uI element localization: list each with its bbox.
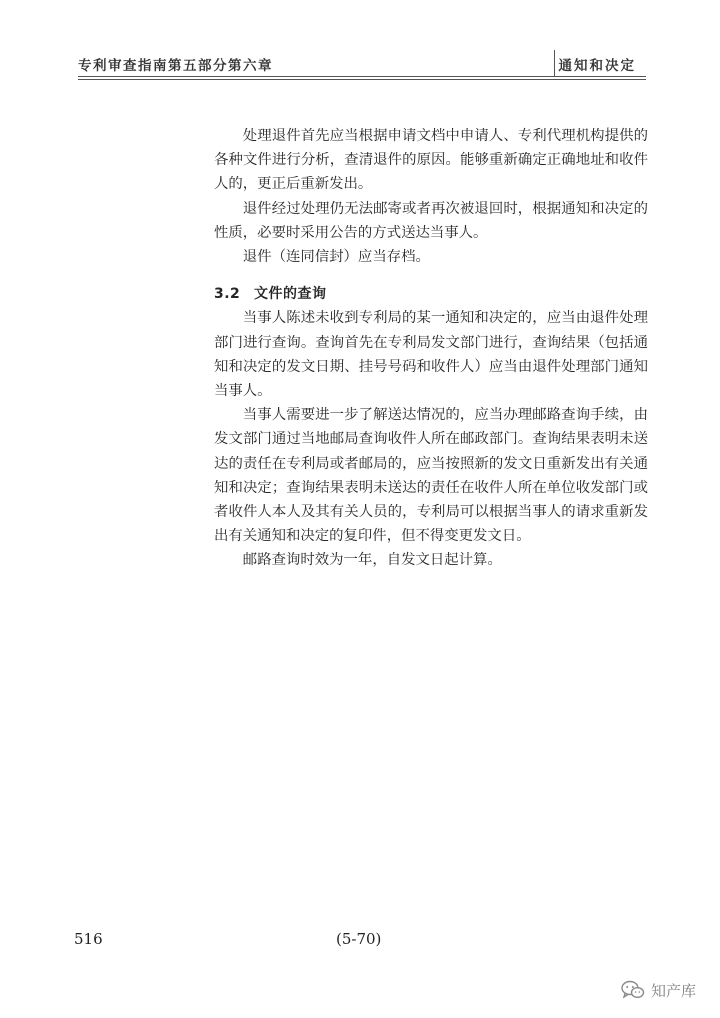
page-header (78, 50, 646, 78)
header-rule (78, 76, 646, 77)
section-title: 文件的查询 (254, 286, 327, 303)
paragraph: 退件经过处理仍无法邮寄或者再次被退回时，根据通知和决定的性质，必要时采用公告的方式送达当事人。 (214, 200, 648, 241)
section-heading (214, 282, 648, 306)
paragraph: 退件（连同信封）应当存档。 (242, 249, 430, 266)
section-code: (5-70) (336, 930, 382, 948)
body-text (214, 124, 648, 573)
wechat-icon (621, 980, 645, 1000)
section-number: 3.2 (214, 286, 241, 303)
paragraph: 处理退件首先应当根据申请文档中申请人、专利代理机构提供的各种文件进行分析，查清退件的原因。能够重新确定正确地址和收件人的，更正后重新发出。 (214, 128, 648, 193)
paragraph: 当事人需要进一步了解送达情况的，应当办理邮路查询手续，由发文部门通过当地邮局查询收件人所在邮政部门。查询结果表明未送达的责任在专利局或者邮局的，应当按照新的发文日重新发出有关通知和决定；查询结果表明未送达的责任在收件人所在单位收发部门或者收件人本人及其有关人员的，专利局可以根据当事人的请求重新发出有关通知和决定的复印件，但不得变更发文日。 (214, 407, 648, 545)
page-number: 516 (74, 930, 103, 948)
paragraph: 当事人陈述未收到专利局的某一通知和决定的，应当由退件处理部门进行查询。查询首先在专利局发文部门进行，查询结果（包括通知和决定的发文日期、挂号号码和收件人）应当由退件处理部门通知当事人。 (214, 310, 648, 400)
watermark-text: 知产库 (650, 981, 696, 1000)
watermark (621, 977, 696, 1003)
header-divider (554, 50, 555, 76)
header-chapter-title: 通知和决定 (558, 58, 636, 74)
paragraph: 邮路查询时效为一年，自发文日起计算。 (242, 552, 502, 569)
header-book-title: 专利审查指南第五部分第六章 (78, 58, 273, 74)
header-rule (78, 79, 646, 80)
